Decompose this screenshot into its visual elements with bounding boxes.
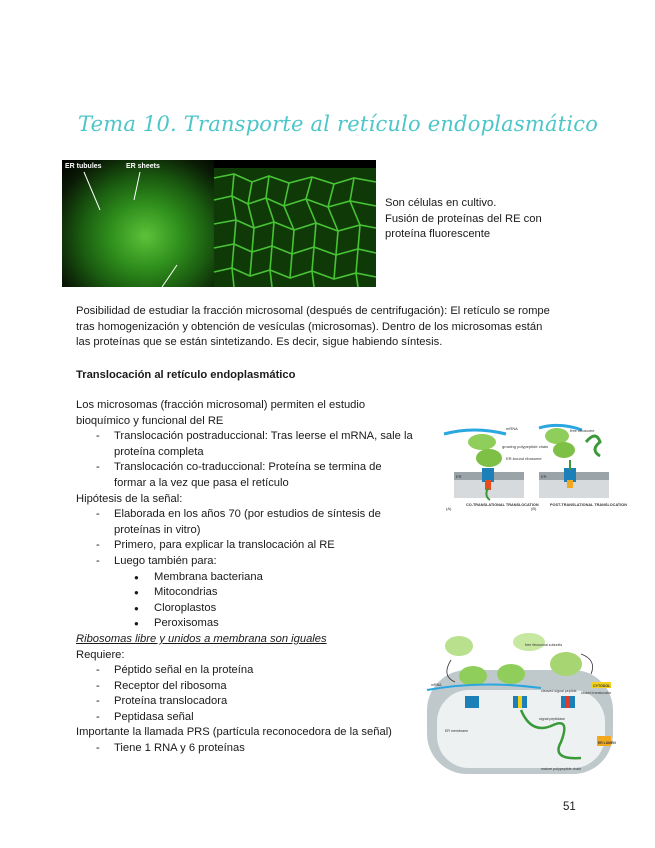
micrograph-pointers bbox=[62, 160, 214, 287]
dash-marker: - bbox=[96, 695, 100, 708]
list-item bbox=[76, 398, 413, 414]
page-number: 51 bbox=[563, 801, 576, 813]
er-tubules-label: ER tubules bbox=[65, 163, 102, 170]
svg-text:POST-TRANSLATIONAL TRANSLOCATI: POST-TRANSLATIONAL TRANSLOCATION bbox=[550, 503, 627, 507]
list-item bbox=[76, 570, 413, 586]
bullet-marker: ● bbox=[134, 619, 139, 629]
svg-text:(B): (B) bbox=[531, 506, 537, 511]
svg-text:growing polypeptide chain: growing polypeptide chain bbox=[502, 444, 549, 449]
section-heading: Translocación al retículo endoplasmático bbox=[76, 369, 296, 381]
dash-marker: - bbox=[96, 461, 100, 474]
list-item-text: Hipótesis de la señal: bbox=[76, 492, 183, 505]
svg-text:signal peptidase: signal peptidase bbox=[539, 717, 565, 721]
list-item-text: Luego también para: bbox=[114, 554, 217, 567]
dash-marker: - bbox=[96, 554, 100, 567]
list-item-text: Mitocondrias bbox=[154, 586, 218, 599]
bullet-marker: ● bbox=[134, 603, 139, 613]
list-item-text: Elaborada en los años 70 (por estudios de síntesis de bbox=[114, 508, 381, 521]
micrograph-zoom-panel bbox=[214, 168, 376, 287]
dash-marker: - bbox=[96, 710, 100, 723]
list-item-text: formar a la vez que pasa el retículo bbox=[114, 476, 289, 489]
list-item bbox=[76, 460, 413, 476]
list-item bbox=[76, 523, 413, 539]
list-item-text: Peroxisomas bbox=[154, 617, 219, 630]
figure-caption: Son células en cultivo. Fusión de proteínas del RE con proteína fluorescente bbox=[385, 197, 542, 241]
dash-marker: - bbox=[96, 664, 100, 677]
list-item bbox=[76, 648, 413, 664]
list-item bbox=[76, 414, 413, 430]
svg-text:free ribosome: free ribosome bbox=[570, 428, 595, 433]
svg-text:ER: ER bbox=[541, 474, 547, 479]
bullet-marker: ● bbox=[134, 572, 139, 582]
svg-text:ER: ER bbox=[456, 474, 462, 479]
list-item bbox=[76, 616, 413, 632]
dash-marker: - bbox=[96, 742, 100, 755]
dash-marker: - bbox=[96, 539, 100, 552]
bullet-marker: ● bbox=[134, 588, 139, 598]
list-item-text: Receptor del ribosoma bbox=[114, 679, 227, 692]
list-item bbox=[76, 585, 413, 601]
list-item bbox=[76, 632, 413, 648]
list-item bbox=[76, 445, 413, 461]
microsomal-paragraph: Posibilidad de estudiar la fracción microsomal (después de centrifugación): El retículo se rompe tras homogenización y obtención de vesículas (microsomas). Dentro de los microsomas están las proteínas que se están sintetizando. Es decir, sigue habiendo síntesis. bbox=[76, 305, 550, 349]
page-title: Tema 10. Transporte al retículo endoplasmático bbox=[78, 112, 599, 136]
list-item-text: proteínas in vitro) bbox=[114, 523, 201, 536]
list-item bbox=[76, 601, 413, 617]
er-sheets-label: ER sheets bbox=[126, 163, 160, 170]
svg-text:CO-TRANSLATIONAL TRANSLOCATION: CO-TRANSLATIONAL TRANSLOCATION bbox=[466, 503, 539, 507]
list-item-text: Péptido señal en la proteína bbox=[114, 664, 254, 677]
svg-text:mRNA: mRNA bbox=[506, 426, 518, 431]
list-item bbox=[76, 725, 413, 741]
list-item-text: Los microsomas (fracción microsomal) permiten el estudio bbox=[76, 399, 366, 411]
dash-marker: - bbox=[96, 508, 100, 521]
dash-marker: - bbox=[96, 679, 100, 692]
list-item bbox=[76, 554, 413, 570]
list-item-text: Membrana bacteriana bbox=[154, 570, 263, 583]
list-item bbox=[76, 741, 413, 757]
list-item-text: Primero, para explicar la translocación al RE bbox=[114, 539, 335, 552]
list-item bbox=[76, 429, 413, 445]
svg-text:mRNA: mRNA bbox=[431, 683, 442, 687]
svg-text:ER-bound ribosome: ER-bound ribosome bbox=[506, 456, 542, 461]
list-item-text: Importante la llamada PRS (partícula reconocedora de la señal) bbox=[76, 726, 392, 739]
svg-text:mature polypeptide chain: mature polypeptide chain bbox=[541, 767, 582, 771]
svg-text:ER LUMEN: ER LUMEN bbox=[598, 741, 616, 745]
list-item bbox=[76, 476, 413, 492]
list-item-text: Tiene 1 RNA y 6 proteínas bbox=[114, 742, 245, 755]
list-item-text: Translocación postraduccional: Tras leerse el mRNA, sale la bbox=[114, 430, 413, 443]
list-item bbox=[76, 710, 413, 726]
list-item-text: Ribosomas libre y unidos a membrana son iguales bbox=[76, 632, 327, 645]
svg-text:ER membrane: ER membrane bbox=[445, 729, 469, 733]
svg-text:(A): (A) bbox=[446, 506, 452, 511]
er-fluorescence-micrograph bbox=[62, 160, 376, 287]
list-item-text: Requiere: bbox=[76, 648, 125, 661]
list-item bbox=[76, 538, 413, 554]
translocation-diagram bbox=[444, 420, 627, 515]
list-item-text: Cloroplastos bbox=[154, 601, 217, 614]
svg-text:free ribosomal subunits: free ribosomal subunits bbox=[525, 643, 563, 647]
list-item-text: Peptidasa señal bbox=[114, 710, 194, 723]
svg-text:closed translocator: closed translocator bbox=[581, 691, 612, 695]
list-item bbox=[76, 663, 413, 679]
list-item-text: Translocación co-traduccional: Proteína se termina de bbox=[114, 461, 382, 474]
list-item bbox=[76, 507, 413, 523]
svg-text:cleaved signal peptide: cleaved signal peptide bbox=[541, 689, 577, 693]
list-item bbox=[76, 694, 413, 710]
svg-text:CYTOSOL: CYTOSOL bbox=[593, 684, 611, 688]
list-item-text: Proteína translocadora bbox=[114, 695, 228, 708]
signal-hypothesis-diagram bbox=[421, 630, 617, 778]
dash-marker: - bbox=[96, 430, 100, 443]
list-item bbox=[76, 679, 413, 695]
list-item-text: bioquímico y funcional del RE bbox=[76, 414, 224, 427]
translocation-list bbox=[76, 398, 413, 757]
er-network-pattern bbox=[214, 168, 376, 287]
list-item bbox=[76, 492, 413, 508]
list-item-text: proteína completa bbox=[114, 445, 204, 458]
